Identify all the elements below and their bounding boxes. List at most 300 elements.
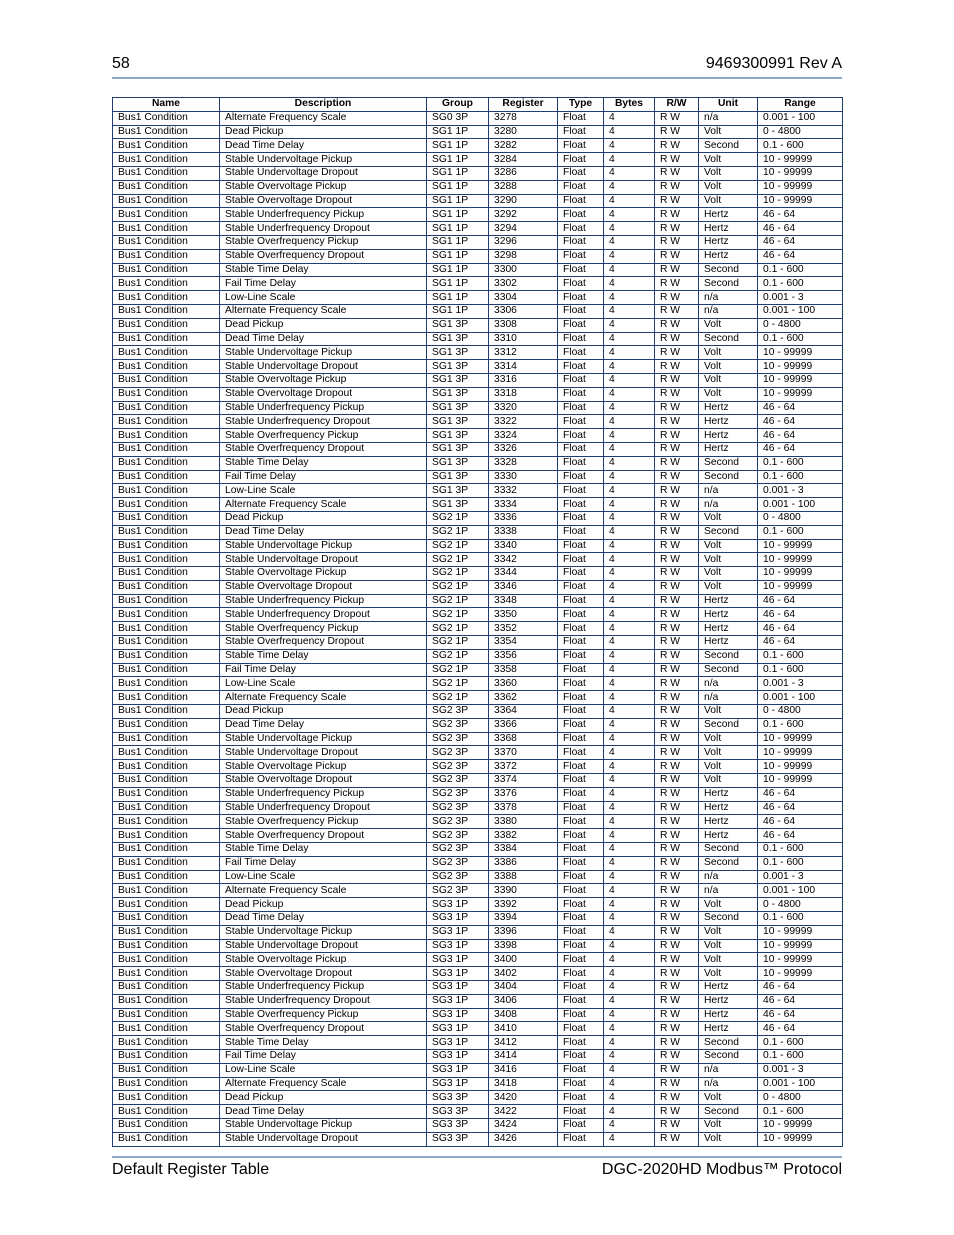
cell-unit: Hertz xyxy=(699,622,758,636)
cell-group: SG2 3P xyxy=(427,787,489,801)
cell-rw: R W xyxy=(655,304,699,318)
table-row xyxy=(113,332,843,346)
cell-bytes: 4 xyxy=(604,470,655,484)
cell-range: 0.001 - 100 xyxy=(758,884,843,898)
cell-bytes: 4 xyxy=(604,208,655,222)
cell-rw: R W xyxy=(655,180,699,194)
table-row xyxy=(113,636,843,650)
table-row xyxy=(113,567,843,581)
cell-bytes: 4 xyxy=(604,456,655,470)
cell-bytes: 4 xyxy=(604,1036,655,1050)
cell-group: SG1 3P xyxy=(427,415,489,429)
cell-bytes: 4 xyxy=(604,1008,655,1022)
cell-range: 46 - 64 xyxy=(758,401,843,415)
cell-group: SG2 3P xyxy=(427,815,489,829)
cell-unit: n/a xyxy=(699,484,758,498)
cell-rw: R W xyxy=(655,691,699,705)
table-row xyxy=(113,608,843,622)
cell-bytes: 4 xyxy=(604,1118,655,1132)
cell-rw: R W xyxy=(655,608,699,622)
cell-range: 0.1 - 600 xyxy=(758,525,843,539)
cell-register: 3322 xyxy=(489,415,558,429)
cell-rw: R W xyxy=(655,249,699,263)
cell-register: 3398 xyxy=(489,939,558,953)
cell-bytes: 4 xyxy=(604,774,655,788)
cell-name: Bus1 Condition xyxy=(113,180,220,194)
cell-group: SG1 1P xyxy=(427,166,489,180)
cell-unit: Volt xyxy=(699,567,758,581)
cell-description: Stable Overfrequency Dropout xyxy=(220,829,427,843)
cell-type: Float xyxy=(558,222,604,236)
cell-type: Float xyxy=(558,953,604,967)
cell-type: Float xyxy=(558,608,604,622)
table-row xyxy=(113,994,843,1008)
cell-range: 46 - 64 xyxy=(758,608,843,622)
cell-register: 3296 xyxy=(489,235,558,249)
cell-rw: R W xyxy=(655,1118,699,1132)
cell-description: Stable Overvoltage Dropout xyxy=(220,774,427,788)
cell-group: SG3 1P xyxy=(427,939,489,953)
cell-rw: R W xyxy=(655,1091,699,1105)
cell-description: Stable Undervoltage Pickup xyxy=(220,346,427,360)
cell-register: 3376 xyxy=(489,787,558,801)
cell-range: 10 - 99999 xyxy=(758,1118,843,1132)
cell-register: 3388 xyxy=(489,870,558,884)
cell-range: 46 - 64 xyxy=(758,249,843,263)
cell-unit: Volt xyxy=(699,967,758,981)
cell-rw: R W xyxy=(655,718,699,732)
table-row xyxy=(113,1091,843,1105)
cell-group: SG3 3P xyxy=(427,1132,489,1146)
cell-rw: R W xyxy=(655,1049,699,1063)
cell-register: 3402 xyxy=(489,967,558,981)
cell-register: 3374 xyxy=(489,774,558,788)
cell-bytes: 4 xyxy=(604,442,655,456)
table-row xyxy=(113,291,843,305)
cell-group: SG1 1P xyxy=(427,139,489,153)
table-row xyxy=(113,346,843,360)
cell-register: 3416 xyxy=(489,1063,558,1077)
cell-rw: R W xyxy=(655,746,699,760)
cell-bytes: 4 xyxy=(604,1132,655,1146)
cell-description: Stable Overfrequency Pickup xyxy=(220,1008,427,1022)
cell-type: Float xyxy=(558,194,604,208)
cell-bytes: 4 xyxy=(604,746,655,760)
cell-range: 46 - 64 xyxy=(758,415,843,429)
cell-bytes: 4 xyxy=(604,622,655,636)
cell-group: SG0 3P xyxy=(427,111,489,125)
cell-bytes: 4 xyxy=(604,912,655,926)
cell-unit: Hertz xyxy=(699,994,758,1008)
cell-type: Float xyxy=(558,139,604,153)
cell-group: SG3 1P xyxy=(427,981,489,995)
cell-name: Bus1 Condition xyxy=(113,732,220,746)
column-header-register: Register xyxy=(489,98,558,112)
cell-bytes: 4 xyxy=(604,235,655,249)
cell-rw: R W xyxy=(655,208,699,222)
cell-group: SG1 3P xyxy=(427,498,489,512)
cell-rw: R W xyxy=(655,843,699,857)
cell-range: 0.1 - 600 xyxy=(758,663,843,677)
cell-bytes: 4 xyxy=(604,580,655,594)
cell-range: 10 - 99999 xyxy=(758,553,843,567)
cell-name: Bus1 Condition xyxy=(113,511,220,525)
cell-range: 46 - 64 xyxy=(758,981,843,995)
register-table xyxy=(112,97,843,1147)
cell-register: 3358 xyxy=(489,663,558,677)
cell-unit: Hertz xyxy=(699,249,758,263)
cell-range: 10 - 99999 xyxy=(758,1132,843,1146)
cell-unit: n/a xyxy=(699,498,758,512)
cell-range: 10 - 99999 xyxy=(758,939,843,953)
table-row xyxy=(113,718,843,732)
cell-type: Float xyxy=(558,153,604,167)
cell-unit: Hertz xyxy=(699,787,758,801)
cell-rw: R W xyxy=(655,429,699,443)
cell-name: Bus1 Condition xyxy=(113,953,220,967)
cell-bytes: 4 xyxy=(604,981,655,995)
table-row xyxy=(113,304,843,318)
cell-type: Float xyxy=(558,732,604,746)
cell-description: Low-Line Scale xyxy=(220,1063,427,1077)
cell-name: Bus1 Condition xyxy=(113,981,220,995)
cell-group: SG1 1P xyxy=(427,291,489,305)
cell-unit: Volt xyxy=(699,153,758,167)
cell-type: Float xyxy=(558,843,604,857)
cell-range: 0.001 - 3 xyxy=(758,291,843,305)
cell-range: 10 - 99999 xyxy=(758,387,843,401)
cell-name: Bus1 Condition xyxy=(113,622,220,636)
cell-type: Float xyxy=(558,470,604,484)
cell-unit: Hertz xyxy=(699,1022,758,1036)
cell-type: Float xyxy=(558,580,604,594)
cell-range: 10 - 99999 xyxy=(758,153,843,167)
cell-name: Bus1 Condition xyxy=(113,649,220,663)
cell-name: Bus1 Condition xyxy=(113,1036,220,1050)
cell-bytes: 4 xyxy=(604,567,655,581)
cell-name: Bus1 Condition xyxy=(113,815,220,829)
cell-rw: R W xyxy=(655,470,699,484)
cell-range: 0.1 - 600 xyxy=(758,139,843,153)
table-row xyxy=(113,815,843,829)
cell-name: Bus1 Condition xyxy=(113,1049,220,1063)
cell-rw: R W xyxy=(655,898,699,912)
cell-range: 46 - 64 xyxy=(758,994,843,1008)
cell-unit: Volt xyxy=(699,360,758,374)
cell-register: 3304 xyxy=(489,291,558,305)
cell-bytes: 4 xyxy=(604,705,655,719)
cell-unit: n/a xyxy=(699,691,758,705)
cell-group: SG3 3P xyxy=(427,1105,489,1119)
page-footer xyxy=(112,1156,842,1182)
cell-type: Float xyxy=(558,884,604,898)
cell-register: 3360 xyxy=(489,677,558,691)
cell-rw: R W xyxy=(655,649,699,663)
cell-description: Alternate Frequency Scale xyxy=(220,884,427,898)
cell-bytes: 4 xyxy=(604,815,655,829)
cell-range: 0.1 - 600 xyxy=(758,456,843,470)
cell-rw: R W xyxy=(655,277,699,291)
cell-register: 3280 xyxy=(489,125,558,139)
cell-name: Bus1 Condition xyxy=(113,1105,220,1119)
table-row xyxy=(113,925,843,939)
cell-group: SG2 1P xyxy=(427,511,489,525)
cell-name: Bus1 Condition xyxy=(113,332,220,346)
cell-bytes: 4 xyxy=(604,898,655,912)
cell-register: 3316 xyxy=(489,373,558,387)
table-row xyxy=(113,401,843,415)
cell-range: 46 - 64 xyxy=(758,636,843,650)
cell-description: Dead Time Delay xyxy=(220,139,427,153)
cell-range: 10 - 99999 xyxy=(758,567,843,581)
cell-bytes: 4 xyxy=(604,180,655,194)
cell-type: Float xyxy=(558,208,604,222)
cell-bytes: 4 xyxy=(604,525,655,539)
cell-name: Bus1 Condition xyxy=(113,304,220,318)
cell-type: Float xyxy=(558,981,604,995)
cell-rw: R W xyxy=(655,442,699,456)
cell-group: SG3 1P xyxy=(427,1022,489,1036)
cell-description: Stable Time Delay xyxy=(220,456,427,470)
cell-name: Bus1 Condition xyxy=(113,539,220,553)
cell-group: SG2 1P xyxy=(427,649,489,663)
cell-range: 10 - 99999 xyxy=(758,180,843,194)
cell-register: 3278 xyxy=(489,111,558,125)
cell-name: Bus1 Condition xyxy=(113,925,220,939)
cell-name: Bus1 Condition xyxy=(113,801,220,815)
cell-bytes: 4 xyxy=(604,401,655,415)
table-row xyxy=(113,705,843,719)
cell-unit: Second xyxy=(699,332,758,346)
cell-name: Bus1 Condition xyxy=(113,153,220,167)
cell-name: Bus1 Condition xyxy=(113,208,220,222)
cell-unit: Hertz xyxy=(699,981,758,995)
cell-group: SG3 1P xyxy=(427,1077,489,1091)
cell-description: Alternate Frequency Scale xyxy=(220,1077,427,1091)
cell-register: 3406 xyxy=(489,994,558,1008)
cell-unit: Second xyxy=(699,856,758,870)
cell-type: Float xyxy=(558,746,604,760)
cell-type: Float xyxy=(558,925,604,939)
cell-rw: R W xyxy=(655,415,699,429)
cell-type: Float xyxy=(558,967,604,981)
cell-group: SG1 1P xyxy=(427,153,489,167)
cell-description: Low-Line Scale xyxy=(220,870,427,884)
cell-type: Float xyxy=(558,277,604,291)
cell-range: 0.001 - 3 xyxy=(758,1063,843,1077)
cell-range: 0 - 4800 xyxy=(758,125,843,139)
cell-type: Float xyxy=(558,263,604,277)
cell-description: Stable Underfrequency Dropout xyxy=(220,994,427,1008)
cell-register: 3366 xyxy=(489,718,558,732)
cell-type: Float xyxy=(558,1008,604,1022)
cell-type: Float xyxy=(558,415,604,429)
cell-rw: R W xyxy=(655,1022,699,1036)
cell-unit: Volt xyxy=(699,898,758,912)
cell-range: 0.001 - 3 xyxy=(758,870,843,884)
cell-register: 3348 xyxy=(489,594,558,608)
column-header-unit: Unit xyxy=(699,98,758,112)
cell-description: Stable Undervoltage Pickup xyxy=(220,732,427,746)
footer-section-title: Default Register Table xyxy=(112,1161,270,1178)
cell-type: Float xyxy=(558,622,604,636)
cell-rw: R W xyxy=(655,594,699,608)
cell-name: Bus1 Condition xyxy=(113,774,220,788)
cell-group: SG2 1P xyxy=(427,525,489,539)
cell-group: SG3 1P xyxy=(427,898,489,912)
table-row xyxy=(113,125,843,139)
table-row xyxy=(113,981,843,995)
cell-description: Alternate Frequency Scale xyxy=(220,498,427,512)
cell-register: 3344 xyxy=(489,567,558,581)
cell-unit: n/a xyxy=(699,677,758,691)
cell-description: Stable Underfrequency Pickup xyxy=(220,981,427,995)
cell-bytes: 4 xyxy=(604,249,655,263)
cell-bytes: 4 xyxy=(604,608,655,622)
cell-unit: Volt xyxy=(699,346,758,360)
cell-name: Bus1 Condition xyxy=(113,718,220,732)
cell-description: Dead Time Delay xyxy=(220,718,427,732)
table-row xyxy=(113,829,843,843)
cell-rw: R W xyxy=(655,939,699,953)
cell-description: Fail Time Delay xyxy=(220,277,427,291)
cell-rw: R W xyxy=(655,787,699,801)
cell-bytes: 4 xyxy=(604,718,655,732)
cell-type: Float xyxy=(558,801,604,815)
cell-range: 10 - 99999 xyxy=(758,194,843,208)
cell-description: Fail Time Delay xyxy=(220,1049,427,1063)
table-row xyxy=(113,1132,843,1146)
cell-description: Low-Line Scale xyxy=(220,484,427,498)
cell-range: 46 - 64 xyxy=(758,429,843,443)
table-row xyxy=(113,387,843,401)
cell-group: SG2 3P xyxy=(427,829,489,843)
cell-type: Float xyxy=(558,318,604,332)
table-row xyxy=(113,263,843,277)
cell-group: SG2 1P xyxy=(427,677,489,691)
cell-name: Bus1 Condition xyxy=(113,870,220,884)
cell-type: Float xyxy=(558,856,604,870)
cell-group: SG2 1P xyxy=(427,567,489,581)
table-row xyxy=(113,277,843,291)
column-header-rw: R/W xyxy=(655,98,699,112)
cell-type: Float xyxy=(558,663,604,677)
cell-group: SG3 1P xyxy=(427,953,489,967)
cell-bytes: 4 xyxy=(604,111,655,125)
cell-rw: R W xyxy=(655,498,699,512)
cell-bytes: 4 xyxy=(604,415,655,429)
table-row xyxy=(113,1022,843,1036)
cell-group: SG1 1P xyxy=(427,125,489,139)
table-row xyxy=(113,222,843,236)
cell-type: Float xyxy=(558,1022,604,1036)
cell-group: SG1 1P xyxy=(427,180,489,194)
cell-range: 0 - 4800 xyxy=(758,898,843,912)
cell-description: Stable Overvoltage Dropout xyxy=(220,194,427,208)
cell-group: SG2 3P xyxy=(427,801,489,815)
cell-group: SG3 1P xyxy=(427,925,489,939)
cell-unit: Hertz xyxy=(699,222,758,236)
cell-range: 46 - 64 xyxy=(758,1022,843,1036)
cell-type: Float xyxy=(558,898,604,912)
cell-type: Float xyxy=(558,939,604,953)
cell-group: SG2 1P xyxy=(427,580,489,594)
cell-range: 46 - 64 xyxy=(758,787,843,801)
cell-bytes: 4 xyxy=(604,498,655,512)
cell-rw: R W xyxy=(655,912,699,926)
cell-group: SG1 3P xyxy=(427,373,489,387)
cell-name: Bus1 Condition xyxy=(113,387,220,401)
cell-unit: Hertz xyxy=(699,829,758,843)
cell-register: 3368 xyxy=(489,732,558,746)
cell-type: Float xyxy=(558,1049,604,1063)
table-row xyxy=(113,732,843,746)
cell-bytes: 4 xyxy=(604,884,655,898)
table-row xyxy=(113,967,843,981)
table-row xyxy=(113,180,843,194)
cell-description: Stable Undervoltage Pickup xyxy=(220,153,427,167)
cell-bytes: 4 xyxy=(604,801,655,815)
cell-rw: R W xyxy=(655,539,699,553)
cell-register: 3306 xyxy=(489,304,558,318)
cell-unit: Second xyxy=(699,263,758,277)
cell-description: Dead Time Delay xyxy=(220,1105,427,1119)
cell-bytes: 4 xyxy=(604,263,655,277)
cell-type: Float xyxy=(558,484,604,498)
cell-description: Dead Pickup xyxy=(220,511,427,525)
cell-rw: R W xyxy=(655,994,699,1008)
table-row xyxy=(113,663,843,677)
cell-register: 3414 xyxy=(489,1049,558,1063)
cell-rw: R W xyxy=(655,401,699,415)
cell-rw: R W xyxy=(655,263,699,277)
cell-group: SG2 3P xyxy=(427,705,489,719)
cell-unit: Volt xyxy=(699,539,758,553)
cell-unit: Volt xyxy=(699,939,758,953)
cell-bytes: 4 xyxy=(604,332,655,346)
cell-name: Bus1 Condition xyxy=(113,194,220,208)
cell-description: Stable Underfrequency Pickup xyxy=(220,401,427,415)
cell-unit: Second xyxy=(699,912,758,926)
table-row xyxy=(113,429,843,443)
cell-name: Bus1 Condition xyxy=(113,1077,220,1091)
cell-rw: R W xyxy=(655,1008,699,1022)
cell-name: Bus1 Condition xyxy=(113,470,220,484)
cell-group: SG2 1P xyxy=(427,594,489,608)
cell-group: SG1 1P xyxy=(427,249,489,263)
cell-range: 0.1 - 600 xyxy=(758,912,843,926)
cell-group: SG2 3P xyxy=(427,760,489,774)
cell-range: 0.001 - 3 xyxy=(758,484,843,498)
cell-register: 3320 xyxy=(489,401,558,415)
cell-name: Bus1 Condition xyxy=(113,636,220,650)
cell-type: Float xyxy=(558,567,604,581)
cell-name: Bus1 Condition xyxy=(113,580,220,594)
cell-register: 3340 xyxy=(489,539,558,553)
table-row xyxy=(113,1063,843,1077)
cell-type: Float xyxy=(558,304,604,318)
cell-rw: R W xyxy=(655,111,699,125)
cell-unit: Volt xyxy=(699,925,758,939)
table-row xyxy=(113,884,843,898)
cell-unit: Hertz xyxy=(699,801,758,815)
cell-range: 46 - 64 xyxy=(758,442,843,456)
cell-rw: R W xyxy=(655,981,699,995)
cell-description: Dead Pickup xyxy=(220,318,427,332)
cell-bytes: 4 xyxy=(604,677,655,691)
cell-register: 3346 xyxy=(489,580,558,594)
cell-description: Dead Time Delay xyxy=(220,525,427,539)
